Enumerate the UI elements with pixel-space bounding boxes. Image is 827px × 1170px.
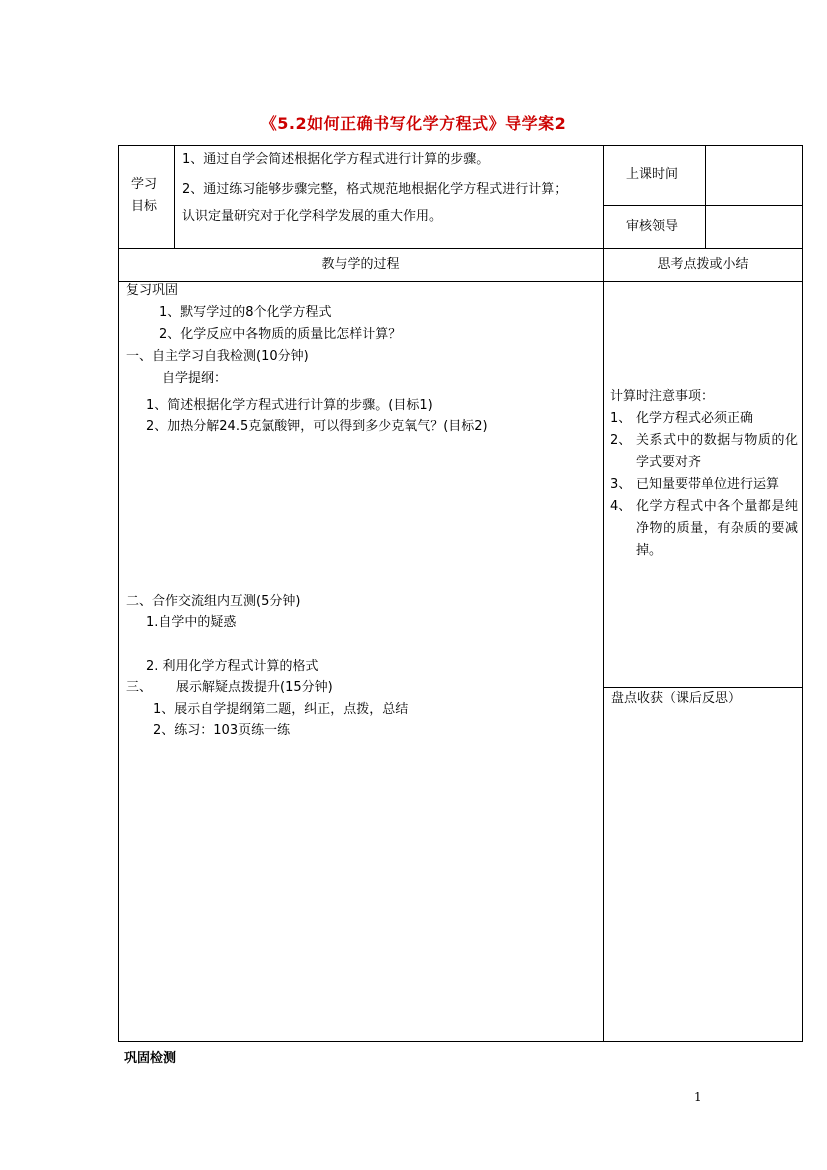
review-leader-label: 审核领导 — [626, 219, 679, 234]
note-item — [610, 474, 798, 496]
column-header-process: 教与学的过程 — [321, 257, 400, 272]
outline-item-1: 1、简述根据化学方程式进行计算的步骤。(目标1) — [146, 398, 433, 413]
objective-1: 1、通过自学会简述根据化学方程式进行计算的步骤。 — [182, 152, 490, 167]
class-time-label: 上课时间 — [626, 167, 679, 182]
note-item — [610, 496, 798, 562]
review-item-2: 2、化学反应中各物质的质量比怎样计算？ — [159, 327, 402, 342]
objective-2: 2、通过练习能够步骤完整，格式规范地根据化学方程式进行计算； — [182, 182, 568, 197]
note-text: 已知量要带单位进行运算 — [636, 477, 780, 492]
column-header-notes: 思考点拨或小结 — [657, 257, 749, 272]
notes-column — [610, 386, 798, 562]
outline-item-2: 2、加热分解24.5克氯酸钾，可以得到多少克氧气？(目标2) — [146, 419, 488, 434]
section3-item-1: 1、展示自学提纲第二题，纠正，点拨，总结 — [153, 702, 409, 717]
objectives-label-line2: 目标 — [131, 199, 158, 214]
note-number: 1、 — [610, 411, 632, 426]
review-item-1: 1、默写学过的8个化学方程式 — [159, 305, 332, 320]
document-title: 《5.2如何正确书写化学方程式》导学案2 — [260, 114, 567, 133]
note-text: 化学方程式中各个量都是纯净物的质量，有杂质的要减掉。 — [636, 499, 798, 558]
section3-label: 三、 — [126, 680, 153, 695]
section3-heading: 展示解疑点拨提升(15分钟) — [176, 680, 333, 695]
note-number: 4、 — [610, 499, 632, 514]
section1-heading: 一、自主学习自我检测(10分钟) — [126, 349, 309, 364]
note-item — [610, 430, 798, 474]
review-heading: 复习巩固 — [126, 283, 179, 298]
section2-item-1: 1.自学中的疑惑 — [146, 615, 237, 630]
self-study-outline: 自学提纲： — [162, 371, 228, 386]
note-number: 2、 — [610, 433, 632, 448]
objective-3: 认识定量研究对于化学科学发展的重大作用。 — [182, 209, 443, 224]
section2-item-2: 2. 利用化学方程式计算的格式 — [146, 659, 319, 674]
page-number: 1 — [694, 1090, 702, 1104]
note-number: 3、 — [610, 477, 632, 492]
note-text: 关系式中的数据与物质的化学式要对齐 — [636, 433, 798, 470]
notes-heading: 计算时注意事项： — [610, 389, 715, 404]
note-text: 化学方程式必须正确 — [636, 411, 754, 426]
section3-item-2: 2、练习：103页练一练 — [153, 723, 291, 738]
section2-heading: 二、合作交流组内互测(5分钟) — [126, 594, 301, 609]
reflection-heading: 盘点收获（课后反思） — [611, 691, 742, 706]
note-item — [610, 408, 798, 430]
consolidation-heading: 巩固检测 — [124, 1051, 177, 1066]
objectives-label-line1: 学习 — [131, 177, 158, 192]
